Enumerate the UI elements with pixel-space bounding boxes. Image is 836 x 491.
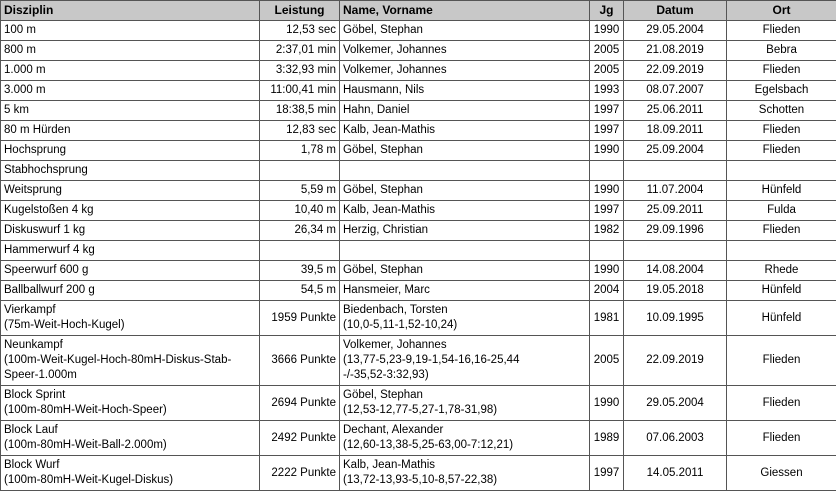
cell-name [340,281,590,301]
cell-date: 22.09.2019 [624,336,727,386]
cell-name-line: (10,0-5,11-1,52-10,24) [343,318,586,333]
cell-place [727,161,836,181]
table-row [1,101,836,121]
cell-year: 1989 [590,421,624,456]
cell-date: 29.05.2004 [624,21,727,41]
cell-performance: 54,5 m [260,281,340,301]
cell-year: 2005 [590,41,624,61]
cell-year: 1990 [590,386,624,421]
cell-discipline [1,41,260,61]
cell-year: 1993 [590,81,624,101]
table-row [1,81,836,101]
cell-name [340,161,590,181]
cell-discipline-line: (100m-80mH-Weit-Ball-2.000m) [4,438,256,453]
cell-year: 1997 [590,121,624,141]
cell-year [590,241,624,261]
cell-performance: 2222 Punkte [260,456,340,491]
table-row [1,336,836,386]
cell-performance: 12,83 sec [260,121,340,141]
table-row [1,456,836,491]
table-row [1,201,836,221]
table-row [1,61,836,81]
cell-name-line: Hausmann, Nils [343,83,586,98]
cell-discipline-line: Block Sprint [4,388,256,403]
cell-discipline [1,221,260,241]
cell-discipline [1,386,260,421]
cell-discipline [1,301,260,336]
cell-name-line: (12,60-13,38-5,25-63,00-7:12,21) [343,438,586,453]
cell-place: Rhede [727,261,836,281]
cell-year: 2004 [590,281,624,301]
cell-name-line: (13,77-5,23-9,19-1,54-16,16-25,44 [343,353,586,368]
cell-performance: 2694 Punkte [260,386,340,421]
table-row [1,41,836,61]
cell-name-line: Göbel, Stephan [343,263,586,278]
cell-place: Flieden [727,336,836,386]
cell-date: 14.05.2011 [624,456,727,491]
cell-discipline-line: Block Lauf [4,423,256,438]
cell-performance: 5,59 m [260,181,340,201]
cell-date [624,241,727,261]
cell-discipline [1,81,260,101]
cell-performance [260,161,340,181]
cell-performance: 3666 Punkte [260,336,340,386]
table-row [1,421,836,456]
cell-discipline-line: Diskuswurf 1 kg [4,223,256,238]
table-row [1,241,836,261]
cell-date: 25.09.2011 [624,201,727,221]
cell-name [340,201,590,221]
cell-date: 25.09.2004 [624,141,727,161]
cell-name-line: Kalb, Jean-Mathis [343,123,586,138]
table-row [1,21,836,41]
cell-discipline-line: Block Wurf [4,458,256,473]
cell-performance: 1,78 m [260,141,340,161]
cell-name-line: (12,53-12,77-5,27-1,78-31,98) [343,403,586,418]
cell-name-line: Kalb, Jean-Mathis [343,203,586,218]
cell-place: Flieden [727,141,836,161]
cell-date: 14.08.2004 [624,261,727,281]
header-name: Name, Vorname [340,1,590,21]
cell-performance: 11:00,41 min [260,81,340,101]
cell-place: Bebra [727,41,836,61]
cell-name [340,221,590,241]
cell-year: 2005 [590,61,624,81]
cell-discipline-line: Vierkampf [4,303,256,318]
cell-year: 1990 [590,181,624,201]
table-row [1,261,836,281]
cell-discipline-line: 1.000 m [4,63,256,78]
cell-discipline-line: (100m-80mH-Weit-Hoch-Speer) [4,403,256,418]
records-body [1,21,836,491]
cell-name [340,41,590,61]
cell-name [340,21,590,41]
cell-name [340,261,590,281]
cell-discipline-line: 800 m [4,43,256,58]
cell-name-line: (13,72-13,93-5,10-8,57-22,38) [343,473,586,488]
cell-date: 19.05.2018 [624,281,727,301]
cell-performance: 26,34 m [260,221,340,241]
cell-date: 21.08.2019 [624,41,727,61]
table-row [1,221,836,241]
cell-discipline-line: Weitsprung [4,183,256,198]
cell-name-line: Kalb, Jean-Mathis [343,458,586,473]
cell-name [340,386,590,421]
cell-discipline [1,61,260,81]
cell-name [340,61,590,81]
cell-place: Hünfeld [727,181,836,201]
cell-discipline-line: Hochsprung [4,143,256,158]
cell-place: Schotten [727,101,836,121]
cell-discipline [1,181,260,201]
cell-date [624,161,727,181]
cell-performance: 2:37,01 min [260,41,340,61]
cell-place: Flieden [727,121,836,141]
cell-name [340,421,590,456]
cell-performance [260,241,340,261]
cell-place: Flieden [727,421,836,456]
cell-discipline-line: 100 m [4,23,256,38]
cell-place: Flieden [727,21,836,41]
cell-date: 08.07.2007 [624,81,727,101]
cell-discipline [1,421,260,456]
cell-date: 10.09.1995 [624,301,727,336]
cell-discipline [1,21,260,41]
cell-name-line: Volkemer, Johannes [343,338,586,353]
cell-name-line: -/-35,52-3:32,93) [343,368,586,383]
cell-name [340,301,590,336]
cell-year: 1990 [590,141,624,161]
table-row [1,141,836,161]
cell-year: 2005 [590,336,624,386]
cell-discipline-line: 80 m Hürden [4,123,256,138]
cell-name [340,121,590,141]
cell-place: Flieden [727,386,836,421]
cell-discipline-line: 3.000 m [4,83,256,98]
cell-place: Flieden [727,61,836,81]
cell-name-line: Göbel, Stephan [343,23,586,38]
cell-year: 1990 [590,21,624,41]
cell-name-line: Volkemer, Johannes [343,43,586,58]
table-row [1,121,836,141]
table-row [1,161,836,181]
cell-performance: 39,5 m [260,261,340,281]
cell-discipline-line: (100m-Weit-Kugel-Hoch-80mH-Diskus-Stab- [4,353,256,368]
cell-name [340,241,590,261]
cell-place: Hünfeld [727,281,836,301]
cell-discipline [1,241,260,261]
cell-performance: 2492 Punkte [260,421,340,456]
cell-date: 22.09.2019 [624,61,727,81]
cell-name-line: Hansmeier, Marc [343,283,586,298]
cell-place: Hünfeld [727,301,836,336]
cell-name-line: Göbel, Stephan [343,143,586,158]
cell-place: Giessen [727,456,836,491]
cell-name-line: Biedenbach, Torsten [343,303,586,318]
cell-place: Flieden [727,221,836,241]
table-row [1,181,836,201]
cell-discipline [1,141,260,161]
cell-name [340,141,590,161]
cell-performance: 3:32,93 min [260,61,340,81]
cell-discipline-line: Kugelstoßen 4 kg [4,203,256,218]
table-row [1,386,836,421]
cell-discipline [1,336,260,386]
cell-discipline [1,281,260,301]
cell-name-line: Dechant, Alexander [343,423,586,438]
cell-year: 1982 [590,221,624,241]
cell-discipline [1,201,260,221]
cell-performance: 18:38,5 min [260,101,340,121]
cell-place: Egelsbach [727,81,836,101]
cell-name-line: Göbel, Stephan [343,388,586,403]
cell-year [590,161,624,181]
cell-name-line: Volkemer, Johannes [343,63,586,78]
cell-year: 1981 [590,301,624,336]
cell-discipline-line: Ballballwurf 200 g [4,283,256,298]
cell-name [340,101,590,121]
header-performance: Leistung [260,1,340,21]
table-row [1,301,836,336]
table-row [1,281,836,301]
cell-name-line: Herzig, Christian [343,223,586,238]
header-year: Jg [590,1,624,21]
cell-date: 25.06.2011 [624,101,727,121]
cell-date: 18.09.2011 [624,121,727,141]
cell-name [340,81,590,101]
cell-discipline [1,101,260,121]
cell-discipline [1,161,260,181]
cell-date: 11.07.2004 [624,181,727,201]
cell-discipline-line: Neunkampf [4,338,256,353]
cell-discipline-line: 5 km [4,103,256,118]
cell-discipline-line: Speerwurf 600 g [4,263,256,278]
cell-name-line: Hahn, Daniel [343,103,586,118]
header-place: Ort [727,1,836,21]
cell-discipline [1,456,260,491]
header-date: Datum [624,1,727,21]
cell-name [340,456,590,491]
cell-place [727,241,836,261]
cell-performance: 12,53 sec [260,21,340,41]
cell-discipline [1,121,260,141]
cell-year: 1997 [590,456,624,491]
cell-name [340,336,590,386]
cell-discipline-line: (75m-Weit-Hoch-Kugel) [4,318,256,333]
cell-date: 29.09.1996 [624,221,727,241]
cell-name-line: Göbel, Stephan [343,183,586,198]
cell-year: 1997 [590,101,624,121]
cell-year: 1990 [590,261,624,281]
cell-year: 1997 [590,201,624,221]
cell-name [340,181,590,201]
header-discipline: Disziplin [1,1,260,21]
cell-date: 07.06.2003 [624,421,727,456]
cell-discipline-line: Stabhochsprung [4,163,256,178]
cell-performance: 1959 Punkte [260,301,340,336]
cell-discipline [1,261,260,281]
cell-date: 29.05.2004 [624,386,727,421]
cell-performance: 10,40 m [260,201,340,221]
header-row [1,1,836,21]
cell-discipline-line: Hammerwurf 4 kg [4,243,256,258]
cell-place: Fulda [727,201,836,221]
cell-discipline-line: Speer-1.000m [4,368,256,383]
cell-discipline-line: (100m-80mH-Weit-Kugel-Diskus) [4,473,256,488]
